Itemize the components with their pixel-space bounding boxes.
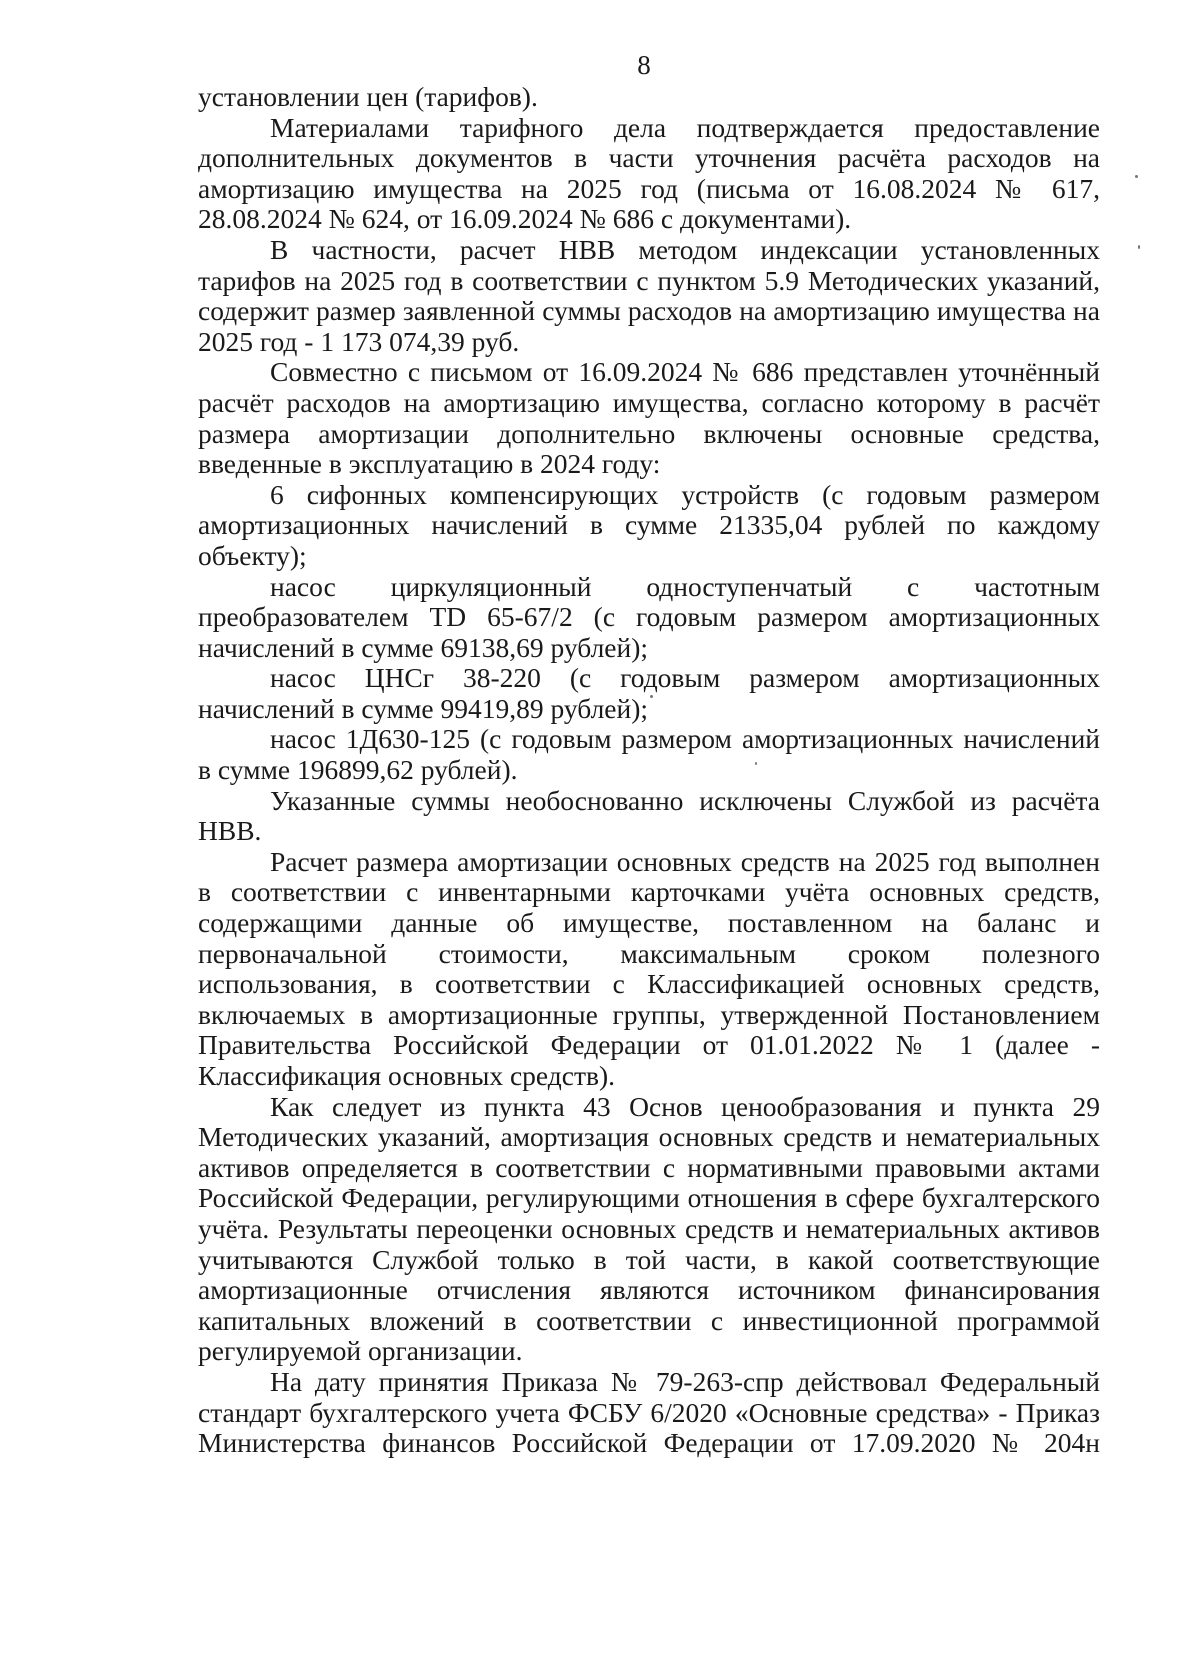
- paragraph: Расчет размера амортизации основных средств на 2025 год выполнен в соответствии с инвентарными карточками учёта основных средств, содержащими данные об имуществе, поставленном на баланс и первоначальной стоимости, максимальным сроком полезного использования, в соответствии с Классификацией основных средств, включаемых в амортизационные группы, утвержденной Постановлением Правительства Российской Федерации от 01.01.2022 № 1 (далее - Классификация основных средств).: [198, 845, 1100, 1091]
- paragraph: установлении цен (тарифов).: [198, 81, 538, 112]
- page-number: 8: [637, 50, 651, 80]
- paragraph: насос 1Д630-125 (с годовым размером амортизационных начислений в сумме 196899,62 рублей).: [198, 723, 1100, 786]
- paragraph: насос циркуляционный одноступенчатый с частотным преобразователем TD 65-67/2 (с годовым размером амортизационных начислений в сумме 69138,69 рублей);: [198, 570, 1100, 663]
- document-body: [198, 82, 1100, 1459]
- paragraph: насос ЦНСг 38-220 (с годовым размером амортизационных начислений в сумме 99419,89 рублей);: [198, 662, 1100, 724]
- paragraph: Совместно с письмом от 16.09.2024 № 686 представлен уточнённый расчёт расходов на амортизацию имущества, согласно которому в расчёт размера амортизации дополнительно включены основные средства, введенные в эксплуатацию в 2024 году:: [198, 356, 1100, 480]
- paragraph: На дату принятия Приказа № 79-263-спр действовал Федеральный стандарт бухгалтерского учета ФСБУ 6/2020 «Основные средства» - Приказ Министерства финансов Российской Федерации от 17.09.2020 № 204н: [198, 1365, 1100, 1459]
- scan-speck: [650, 695, 653, 698]
- paragraph: В частности, расчет НВВ методом индексации установленных тарифов на 2025 год в соответствии с пунктом 5.9 Методических указаний, содержит размер заявленной суммы расходов на амортизацию имущества на 2025 год - 1 173 074,39 руб.: [198, 233, 1100, 357]
- paragraph: 6 сифонных компенсирующих устройств (с годовым размером амортизационных начислений в сумме 21335,04 рублей по каждому объекту);: [198, 478, 1100, 571]
- paragraph: Как следует из пункта 43 Основ ценообразования и пункта 29 Методических указаний, амортизация основных средств и нематериальных активов определяется в соответствии с нормативными правовыми актами Российской Федерации, регулирующими отношения в сфере бухгалтерского учёта. Результаты переоценки основных средств и нематериальных активов учитываются Службой только в той части, в какой соответствующие амортизационные отчисления являются источником финансирования капитальных вложений в соответствии с инвестиционной программой регулируемой организации.: [198, 1090, 1100, 1367]
- scan-speck: [1138, 245, 1140, 249]
- scan-speck: [1135, 175, 1138, 178]
- scan-speck: [755, 762, 757, 765]
- paragraph: Указанные суммы необоснованно исключены Службой из расчёта НВВ.: [198, 784, 1100, 847]
- paragraph: Материалами тарифного дела подтверждается предоставление дополнительных документов в части уточнения расчёта расходов на амортизацию имущества на 2025 год (письма от 16.08.2024 № 617, 28.08.2024 № 624, от 16.09.2024 № 686 с документами).: [198, 111, 1100, 235]
